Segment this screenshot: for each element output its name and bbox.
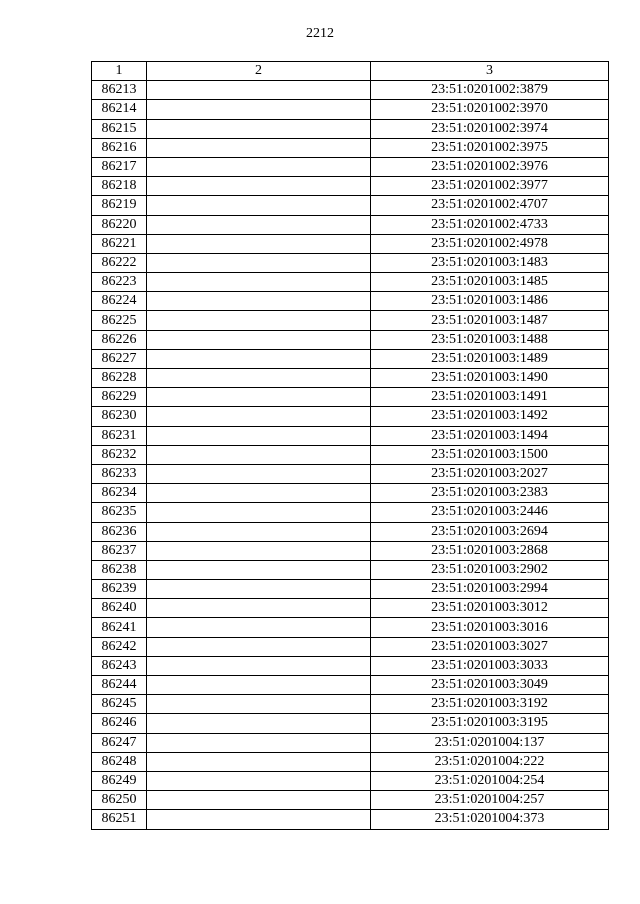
row-number-cell: 86237 — [92, 541, 147, 560]
cadastral-number-cell: 23:51:0201003:1492 — [371, 407, 609, 426]
row-description-cell — [147, 273, 371, 292]
cadastral-number-cell: 23:51:0201003:2994 — [371, 580, 609, 599]
row-number-cell: 86236 — [92, 522, 147, 541]
row-number-cell: 86229 — [92, 388, 147, 407]
row-description-cell — [147, 234, 371, 253]
table-row — [92, 311, 609, 330]
table-body — [92, 81, 609, 829]
table-row — [92, 599, 609, 618]
row-number-cell: 86244 — [92, 676, 147, 695]
table-row — [92, 752, 609, 771]
row-number-cell: 86222 — [92, 253, 147, 272]
row-number-cell: 86245 — [92, 695, 147, 714]
cadastral-number-cell: 23:51:0201002:4733 — [371, 215, 609, 234]
row-description-cell — [147, 292, 371, 311]
table-row — [92, 560, 609, 579]
row-number-cell: 86251 — [92, 810, 147, 829]
table-row — [92, 292, 609, 311]
table-row — [92, 637, 609, 656]
row-number-cell: 86240 — [92, 599, 147, 618]
cadastral-number-cell: 23:51:0201003:2446 — [371, 503, 609, 522]
column-header-1: 1 — [92, 62, 147, 81]
cadastral-number-cell: 23:51:0201004:222 — [371, 752, 609, 771]
row-description-cell — [147, 484, 371, 503]
table-row — [92, 157, 609, 176]
table-row — [92, 676, 609, 695]
table-row — [92, 503, 609, 522]
row-number-cell: 86217 — [92, 157, 147, 176]
cadastral-number-cell: 23:51:0201003:2902 — [371, 560, 609, 579]
row-description-cell — [147, 388, 371, 407]
row-description-cell — [147, 407, 371, 426]
header-row — [92, 62, 609, 81]
row-description-cell — [147, 138, 371, 157]
cadastral-number-cell: 23:51:0201002:3879 — [371, 81, 609, 100]
row-number-cell: 86224 — [92, 292, 147, 311]
row-number-cell: 86226 — [92, 330, 147, 349]
cadastral-number-cell: 23:51:0201002:3977 — [371, 177, 609, 196]
table-row — [92, 580, 609, 599]
cadastral-number-cell: 23:51:0201003:2383 — [371, 484, 609, 503]
row-description-cell — [147, 253, 371, 272]
row-description-cell — [147, 311, 371, 330]
row-description-cell — [147, 177, 371, 196]
cadastral-number-cell: 23:51:0201003:1486 — [371, 292, 609, 311]
table-row — [92, 196, 609, 215]
row-description-cell — [147, 349, 371, 368]
cadastral-number-cell: 23:51:0201004:373 — [371, 810, 609, 829]
table-row — [92, 541, 609, 560]
row-number-cell: 86219 — [92, 196, 147, 215]
row-number-cell: 86218 — [92, 177, 147, 196]
cadastral-number-cell: 23:51:0201003:1488 — [371, 330, 609, 349]
row-number-cell: 86228 — [92, 369, 147, 388]
table-row — [92, 618, 609, 637]
table-row — [92, 100, 609, 119]
cadastral-number-cell: 23:51:0201003:1490 — [371, 369, 609, 388]
cadastral-number-cell: 23:51:0201003:3012 — [371, 599, 609, 618]
row-description-cell — [147, 445, 371, 464]
cadastral-number-cell: 23:51:0201003:3016 — [371, 618, 609, 637]
cadastral-number-cell: 23:51:0201003:1487 — [371, 311, 609, 330]
cadastral-number-cell: 23:51:0201003:1494 — [371, 426, 609, 445]
row-description-cell — [147, 580, 371, 599]
row-description-cell — [147, 771, 371, 790]
table-row — [92, 330, 609, 349]
cadastral-number-cell: 23:51:0201003:1483 — [371, 253, 609, 272]
row-description-cell — [147, 330, 371, 349]
table-row — [92, 215, 609, 234]
row-description-cell — [147, 464, 371, 483]
row-number-cell: 86230 — [92, 407, 147, 426]
table-row — [92, 733, 609, 752]
table-row — [92, 177, 609, 196]
table-row — [92, 522, 609, 541]
row-description-cell — [147, 196, 371, 215]
table-header — [92, 62, 609, 81]
cadastral-table — [91, 61, 609, 830]
cadastral-number-cell: 23:51:0201003:1491 — [371, 388, 609, 407]
table-row — [92, 388, 609, 407]
table-row — [92, 656, 609, 675]
cadastral-number-cell: 23:51:0201003:3027 — [371, 637, 609, 656]
row-description-cell — [147, 695, 371, 714]
row-description-cell — [147, 618, 371, 637]
row-description-cell — [147, 791, 371, 810]
row-description-cell — [147, 369, 371, 388]
row-description-cell — [147, 522, 371, 541]
row-number-cell: 86248 — [92, 752, 147, 771]
cadastral-number-cell: 23:51:0201003:1489 — [371, 349, 609, 368]
row-description-cell — [147, 676, 371, 695]
cadastral-number-cell: 23:51:0201003:3049 — [371, 676, 609, 695]
cadastral-number-cell: 23:51:0201004:137 — [371, 733, 609, 752]
column-header-3: 3 — [371, 62, 609, 81]
cadastral-number-cell: 23:51:0201002:3976 — [371, 157, 609, 176]
row-number-cell: 86235 — [92, 503, 147, 522]
row-description-cell — [147, 541, 371, 560]
cadastral-number-cell: 23:51:0201002:3975 — [371, 138, 609, 157]
row-number-cell: 86250 — [92, 791, 147, 810]
row-description-cell — [147, 503, 371, 522]
row-description-cell — [147, 599, 371, 618]
row-number-cell: 86220 — [92, 215, 147, 234]
cadastral-number-cell: 23:51:0201003:3195 — [371, 714, 609, 733]
row-number-cell: 86213 — [92, 81, 147, 100]
row-description-cell — [147, 733, 371, 752]
table-row — [92, 407, 609, 426]
table-row — [92, 81, 609, 100]
row-number-cell: 86249 — [92, 771, 147, 790]
row-number-cell: 86243 — [92, 656, 147, 675]
row-description-cell — [147, 656, 371, 675]
table-row — [92, 484, 609, 503]
row-number-cell: 86215 — [92, 119, 147, 138]
cadastral-number-cell: 23:51:0201004:257 — [371, 791, 609, 810]
cadastral-number-cell: 23:51:0201003:2027 — [371, 464, 609, 483]
row-number-cell: 86231 — [92, 426, 147, 445]
table-row — [92, 464, 609, 483]
cadastral-number-cell: 23:51:0201003:3192 — [371, 695, 609, 714]
row-number-cell: 86246 — [92, 714, 147, 733]
row-description-cell — [147, 637, 371, 656]
row-number-cell: 86242 — [92, 637, 147, 656]
row-description-cell — [147, 100, 371, 119]
table-row — [92, 791, 609, 810]
table-row — [92, 714, 609, 733]
cadastral-number-cell: 23:51:0201004:254 — [371, 771, 609, 790]
table-row — [92, 771, 609, 790]
column-header-2: 2 — [147, 62, 371, 81]
cadastral-number-cell: 23:51:0201003:1485 — [371, 273, 609, 292]
row-description-cell — [147, 560, 371, 579]
row-number-cell: 86238 — [92, 560, 147, 579]
row-number-cell: 86239 — [92, 580, 147, 599]
row-description-cell — [147, 426, 371, 445]
table-row — [92, 810, 609, 829]
table-row — [92, 119, 609, 138]
row-number-cell: 86223 — [92, 273, 147, 292]
row-number-cell: 86247 — [92, 733, 147, 752]
row-number-cell: 86241 — [92, 618, 147, 637]
table-row — [92, 426, 609, 445]
row-description-cell — [147, 81, 371, 100]
cadastral-number-cell: 23:51:0201002:3974 — [371, 119, 609, 138]
row-number-cell: 86233 — [92, 464, 147, 483]
table-row — [92, 369, 609, 388]
cadastral-number-cell: 23:51:0201002:4978 — [371, 234, 609, 253]
page-number: 2212 — [306, 26, 334, 41]
row-number-cell: 86234 — [92, 484, 147, 503]
table-row — [92, 445, 609, 464]
table-row — [92, 349, 609, 368]
cadastral-number-cell: 23:51:0201003:3033 — [371, 656, 609, 675]
row-description-cell — [147, 752, 371, 771]
table-row — [92, 253, 609, 272]
cadastral-number-cell: 23:51:0201002:4707 — [371, 196, 609, 215]
table-row — [92, 138, 609, 157]
row-number-cell: 86216 — [92, 138, 147, 157]
table-row — [92, 695, 609, 714]
row-description-cell — [147, 810, 371, 829]
row-number-cell: 86225 — [92, 311, 147, 330]
row-number-cell: 86232 — [92, 445, 147, 464]
row-description-cell — [147, 119, 371, 138]
cadastral-number-cell: 23:51:0201003:2868 — [371, 541, 609, 560]
row-description-cell — [147, 157, 371, 176]
row-description-cell — [147, 714, 371, 733]
table-row — [92, 273, 609, 292]
row-description-cell — [147, 215, 371, 234]
cadastral-number-cell: 23:51:0201003:1500 — [371, 445, 609, 464]
row-number-cell: 86214 — [92, 100, 147, 119]
row-number-cell: 86221 — [92, 234, 147, 253]
cadastral-number-cell: 23:51:0201003:2694 — [371, 522, 609, 541]
cadastral-number-cell: 23:51:0201002:3970 — [371, 100, 609, 119]
row-number-cell: 86227 — [92, 349, 147, 368]
table-row — [92, 234, 609, 253]
